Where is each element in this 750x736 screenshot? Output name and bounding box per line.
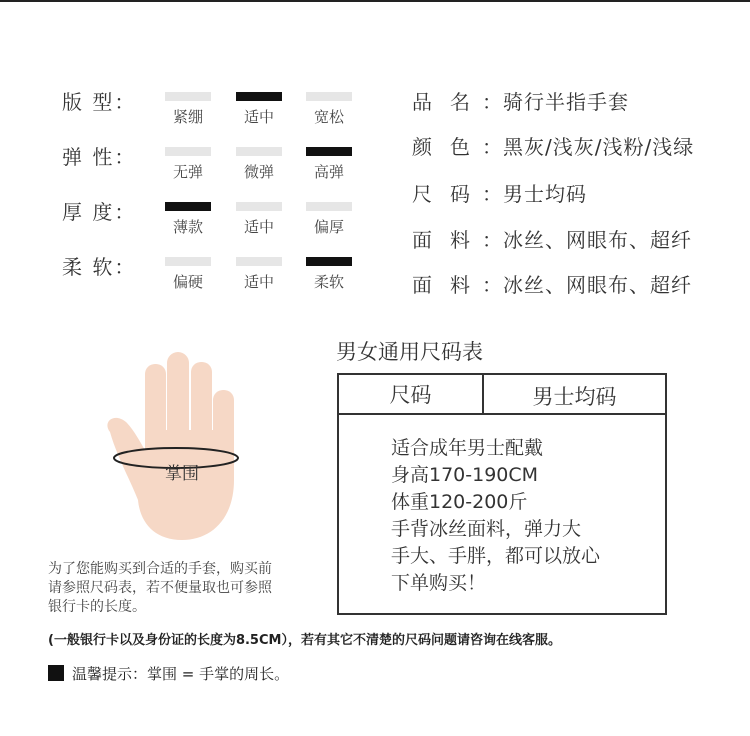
attribute-option: 偏厚 xyxy=(313,218,344,236)
size-table xyxy=(337,373,667,615)
info-key: 面料 xyxy=(412,273,488,297)
attribute-option: 适中 xyxy=(243,218,274,236)
attribute-option: 紧绷 xyxy=(172,108,203,126)
attribute-option: 偏硬 xyxy=(172,273,203,291)
info-value: 冰丝、网眼布、超纤 xyxy=(503,228,692,252)
attribute-option: 高弹 xyxy=(313,163,344,181)
table-line: 手背冰丝面料，弹力大 xyxy=(391,518,582,540)
info-value: 黑灰/浅灰/浅粉/浅绿 xyxy=(503,135,695,159)
attribute-option: 柔软 xyxy=(313,273,344,291)
level-bar xyxy=(306,202,352,211)
attribute-option: 宽松 xyxy=(313,108,344,126)
attribute-option: 无弹 xyxy=(172,163,203,181)
table-line: 体重120-200斤 xyxy=(391,491,528,513)
info-value: 骑行半指手套 xyxy=(503,90,629,114)
attribute-label: 柔 软： xyxy=(62,255,137,279)
info-colon: ： xyxy=(482,182,503,206)
attribute-option: 适中 xyxy=(243,108,274,126)
info-value: 男士均码 xyxy=(503,182,587,206)
level-bar xyxy=(165,92,211,101)
tip-text: 温馨提示：掌围 = 手掌的周长。 xyxy=(72,665,290,683)
table-header-value: 男士均码 xyxy=(532,385,617,409)
level-bar xyxy=(236,257,282,266)
info-key: 品名 xyxy=(412,90,488,114)
level-bar xyxy=(236,202,282,211)
level-bar-selected xyxy=(306,147,352,156)
level-bar xyxy=(306,92,352,101)
top-border-line xyxy=(0,0,750,2)
table-line: 身高170-190CM xyxy=(391,464,539,486)
info-colon: ： xyxy=(482,90,503,114)
square-bullet-icon xyxy=(48,665,64,681)
attribute-option: 微弹 xyxy=(243,163,274,181)
info-key: 面料 xyxy=(412,228,488,252)
table-line: 下单购买！ xyxy=(391,572,487,594)
attribute-label: 版 型： xyxy=(62,90,137,114)
size-table-title: 男女通用尺码表 xyxy=(336,340,483,364)
info-key: 尺码 xyxy=(412,182,488,206)
product-info-row xyxy=(412,224,692,253)
info-key: 颜色 xyxy=(412,135,488,159)
attribute-option: 适中 xyxy=(243,273,274,291)
note-line: 为了您能购买到合适的手套，购买前 xyxy=(48,561,272,577)
level-bar-selected xyxy=(236,92,282,101)
level-bar-selected xyxy=(165,202,211,211)
table-line: 适合成年男士配戴 xyxy=(391,437,544,459)
table-line: 手大、手胖，都可以放心 xyxy=(391,545,601,567)
info-colon: ： xyxy=(482,273,503,297)
hand-girth-label: 掌围 xyxy=(165,464,199,484)
product-info-row xyxy=(412,86,629,115)
card-length-note: (一般银行卡以及身份证的长度为8.5CM），若有其它不清楚的尺码问题请咨询在线客服。 xyxy=(48,633,561,648)
table-header-size: 尺码 xyxy=(389,383,432,407)
attribute-label: 厚 度： xyxy=(62,200,137,224)
sizing-note xyxy=(48,560,323,617)
level-bar xyxy=(236,147,282,156)
table-body xyxy=(391,435,600,597)
product-info-row xyxy=(412,131,694,160)
hand-icon xyxy=(100,350,260,542)
level-bar xyxy=(165,257,211,266)
product-info-row xyxy=(412,178,587,207)
info-value: 冰丝、网眼布、超纤 xyxy=(503,273,692,297)
level-bar xyxy=(165,147,211,156)
tip-row xyxy=(48,663,289,684)
product-info-row xyxy=(412,269,692,298)
attribute-label: 弹 性： xyxy=(62,145,137,169)
table-header-divider xyxy=(339,413,665,415)
level-bar-selected xyxy=(306,257,352,266)
attribute-option: 薄款 xyxy=(172,218,203,236)
info-colon: ： xyxy=(482,135,503,159)
note-line: 银行卡的长度。 xyxy=(48,599,146,615)
note-line: 请参照尺码表，若不便量取也可参照 xyxy=(48,580,272,596)
info-colon: ： xyxy=(482,228,503,252)
